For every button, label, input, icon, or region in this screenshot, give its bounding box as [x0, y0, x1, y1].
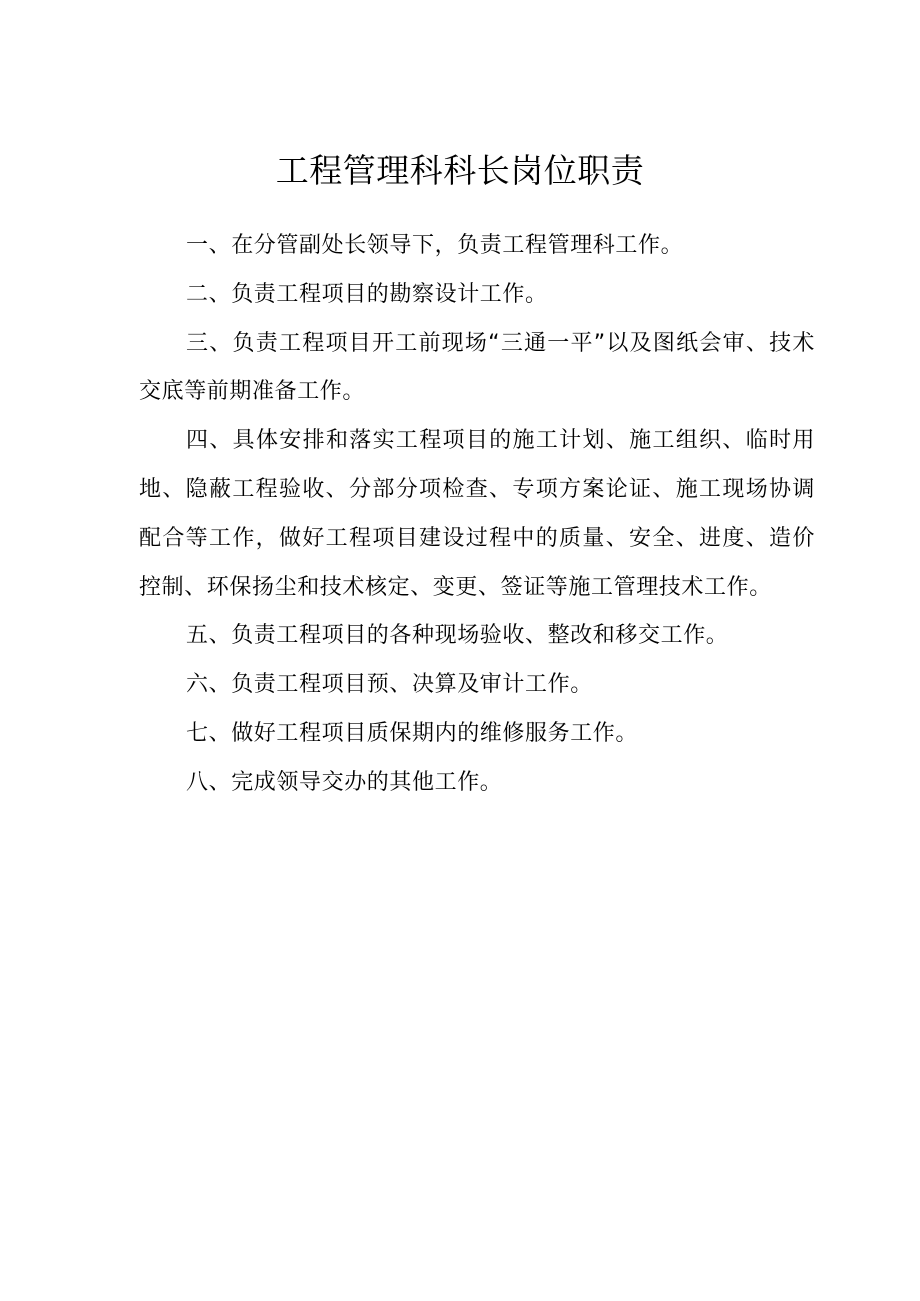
document-body: [139, 222, 815, 808]
duty-item-6: 六、负责工程项目预、决算及审计工作。: [186, 672, 593, 698]
duty-item-2: 二、负责工程项目的勘察设计工作。: [186, 281, 548, 307]
duty-item-4: 四、具体安排和落实工程项目的施工计划、施工组织、临时用地、隐蔽工程验收、分部分项检查、专项方案论证、施工现场协调配合等工作，做好工程项目建设过程中的质量、安全、进度、造价控制、环保扬尘和技术核定、变更、签证等施工管理技术工作。: [139, 428, 815, 600]
duty-item-8: 八、完成领导交办的其他工作。: [186, 769, 503, 795]
duty-item-5: 五、负责工程项目的各种现场验收、整改和移交工作。: [186, 623, 729, 649]
duty-item-3: 三、负责工程项目开工前现场“三通一平”以及图纸会审、技术交底等前期准备工作。: [139, 330, 815, 405]
duty-item-7: 七、做好工程项目质保期内的维修服务工作。: [186, 720, 639, 746]
page-title: 工程管理科科长岗位职责: [275, 151, 645, 190]
duty-item-1: 一、在分管副处长领导下，负责工程管理科工作。: [186, 233, 684, 258]
